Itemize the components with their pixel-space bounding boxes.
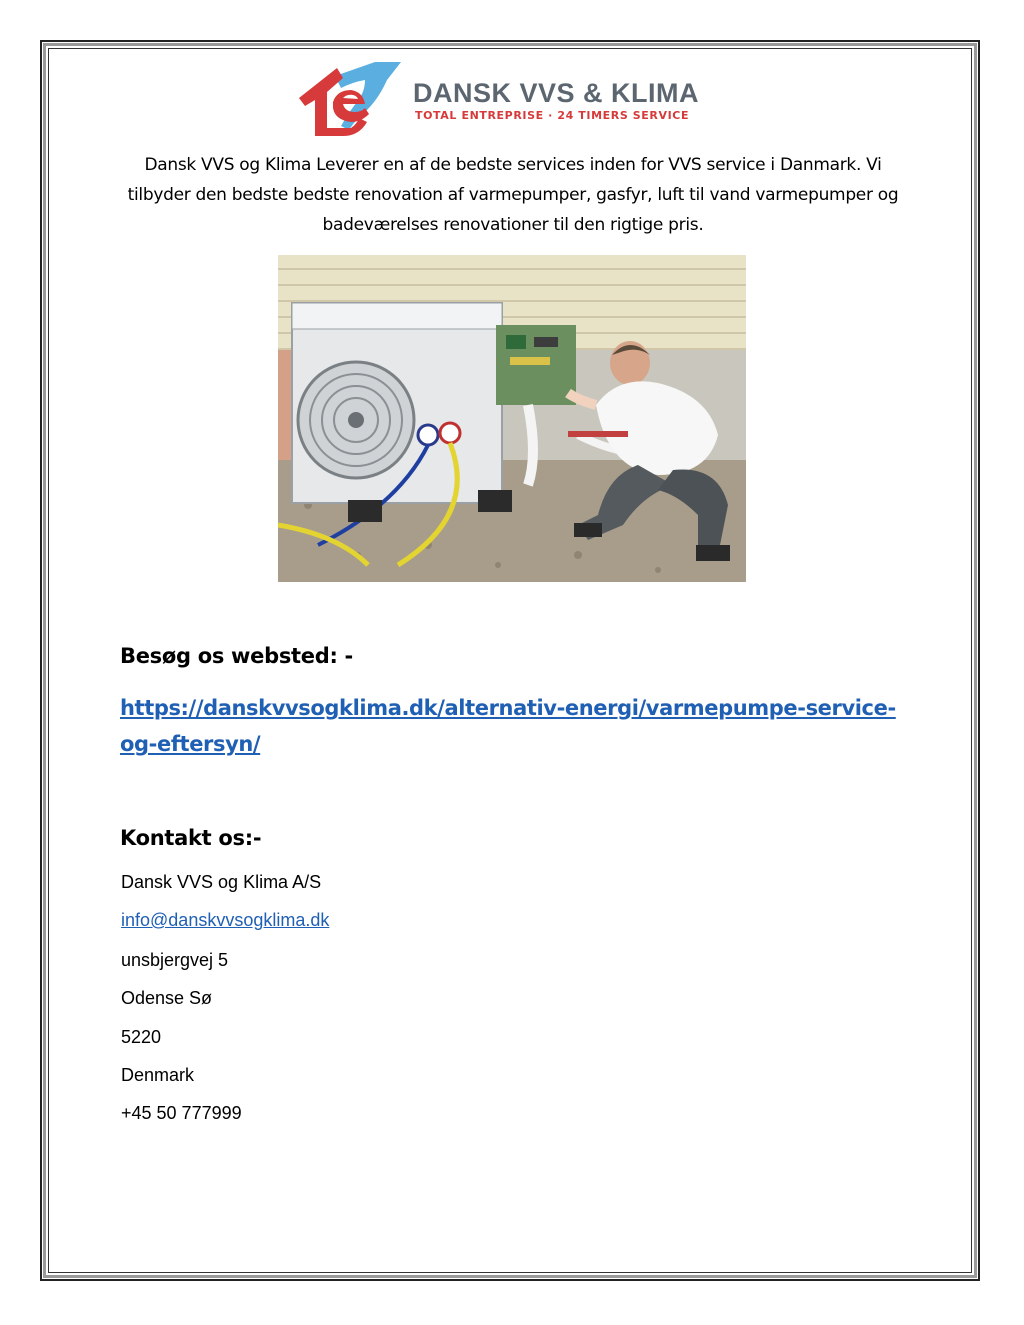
company-logo bbox=[297, 58, 727, 136]
heat-pump-service-photo bbox=[278, 255, 746, 582]
contact-company: Dansk VVS og Klima A/S bbox=[121, 872, 322, 892]
contact-street: unsbjergvej 5 bbox=[121, 950, 229, 970]
logo-mark-icon bbox=[297, 58, 407, 136]
contact-phone: +45 50 777999 bbox=[121, 1103, 242, 1123]
contact-city: Odense Sø bbox=[121, 988, 213, 1008]
visit-website-heading: Besøg os websted: - bbox=[120, 644, 353, 668]
contact-email-link[interactable]: info@danskvvsogklima.dk bbox=[121, 910, 330, 930]
contact-postal-code: 5220 bbox=[121, 1027, 162, 1047]
website-link[interactable]: https://danskvvsogklima.dk/alternativ-energi/varmepumpe-service-og-eftersyn/ bbox=[120, 696, 896, 756]
logo-tagline: TOTAL ENTREPRISE · 24 TIMERS SERVICE bbox=[415, 109, 690, 122]
contact-heading: Kontakt os:- bbox=[120, 826, 262, 850]
heat-pump-photo-illustration bbox=[278, 255, 746, 582]
contact-country: Denmark bbox=[121, 1065, 195, 1085]
logo-title: DANSK VVS & KLIMA bbox=[413, 78, 700, 108]
intro-paragraph: Dansk VVS og Klima Leverer en af de bedste services inden for VVS service i Danmark. Vi tilbyder den bedste bedste renovation af varmepumper, gasfyr, luft til vand varmepumper og badeværelses renovationer til den rigtige pris. bbox=[127, 155, 899, 235]
